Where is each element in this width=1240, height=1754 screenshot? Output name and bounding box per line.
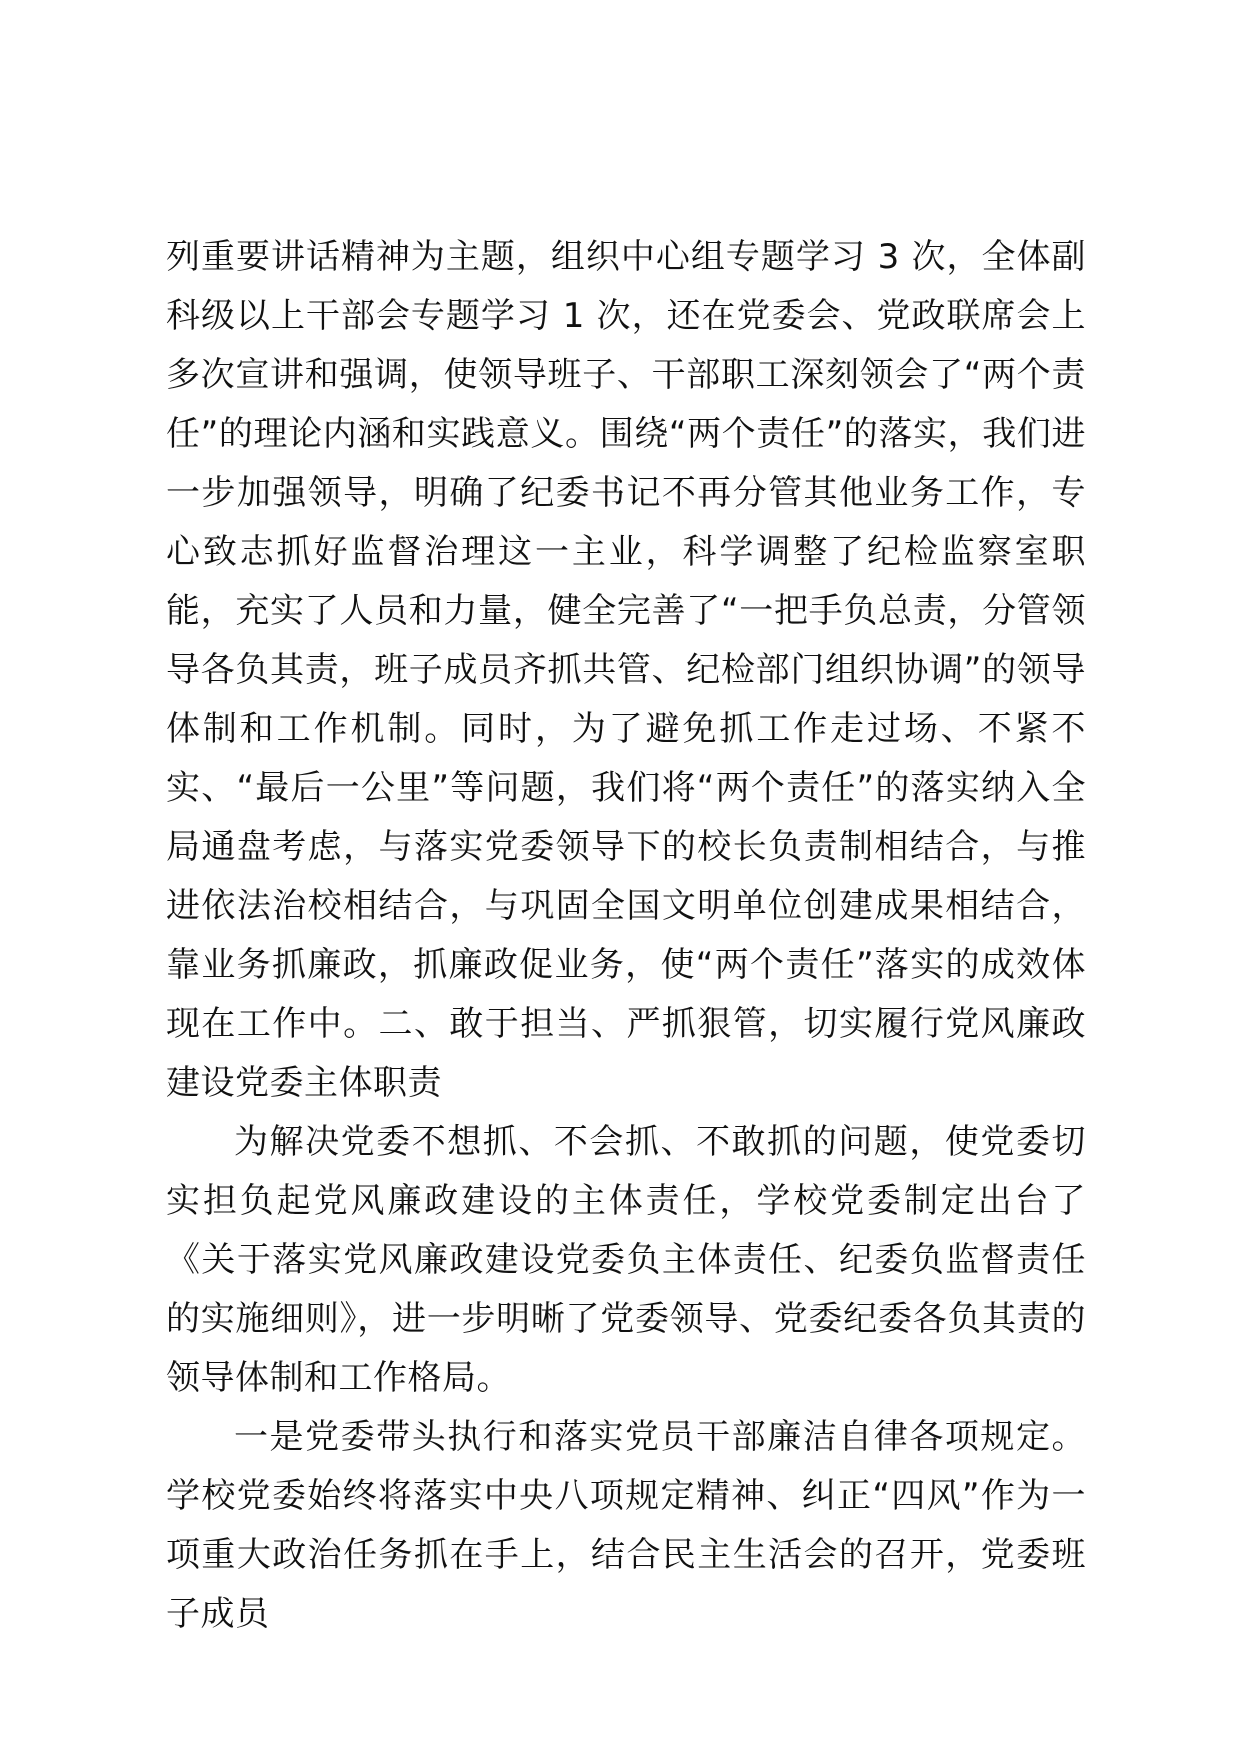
paragraph-2: 为解决党委不想抓、不会抓、不敢抓的问题，使党委切实担负起党风廉政建设的主体责任，学校党委制定出台了《关于落实党风廉政建设党委负主体责任、纪委负监督责任的实施细则》，进一步明晰了党委领导、党委纪委各负其责的领导体制和工作格局。 (166, 1122, 1086, 1398)
document-body (166, 228, 1086, 1644)
paragraph-3: 一是党委带头执行和落实党员干部廉洁自律各项规定。学校党委始终将落实中央八项规定精神、纠正“四风”作为一项重大政治任务抓在手上，结合民主生活会的召开，党委班子成员 (166, 1417, 1086, 1634)
paragraph-1: 列重要讲话精神为主题，组织中心组专题学习 3 次，全体副科级以上干部会专题学习 1 次，还在党委会、党政联席会上多次宣讲和强调，使领导班子、干部职工深刻领会了“两个责任”的理论内涵和实践意义。围绕“两个责任”的落实，我们进一步加强领导，明确了纪委书记不再分管其他业务工作，专心致志抓好监督治理这一主业，科学调整了纪检监察室职能，充实了人员和力量，健全完善了“一把手负总责，分管领导各负其责，班子成员齐抓共管、纪检部门组织协调”的领导体制和工作机制。同时，为了避免抓工作走过场、不紧不实、“最后一公里”等问题，我们将“两个责任”的落实纳入全局通盘考虑，与落实党委领导下的校长负责制相结合，与推进依法治校相结合，与巩固全国文明单位创建成果相结合，靠业务抓廉政，抓廉政促业务，使“两个责任”落实的成效体现在工作中。二、敢于担当、严抓狠管，切实履行党风廉政建设党委主体职责 (166, 237, 1086, 1103)
